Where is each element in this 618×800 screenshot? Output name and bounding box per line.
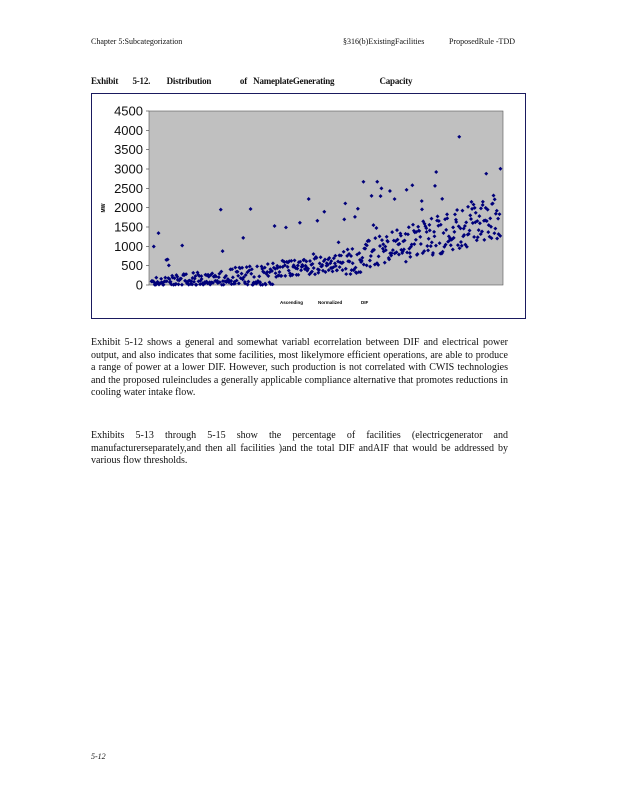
paragraph-1: Exhibit 5-12 shows a general and somewhat variabl ecorrelation between DIF and electrical power output, and also indicates that some facilities, most likelymore efficient operations, are able to produce a range of power at a lower DIF. However, such production is not correlated with CWIS technologies and the proposed ruleincludes a generally applicable compliance alternative that promotes reductions in cooling water intake flow. [91, 337, 508, 399]
y-tick-label: 4500 [114, 103, 143, 119]
y-tick-label: 1000 [114, 238, 143, 254]
page-number: 5-12 [91, 752, 106, 761]
y-tick-label: 2500 [114, 180, 143, 196]
x-axis-label-3: DIF [361, 300, 369, 305]
y-axis-label: MW [101, 203, 107, 213]
header-chapter: Chapter 5:Subcategorization [91, 37, 183, 46]
x-axis-label-2: Normalized [318, 300, 343, 305]
y-tick-label: 2000 [114, 200, 143, 216]
header-section: §316(b)ExistingFacilities [343, 37, 425, 46]
y-tick-label: 500 [121, 258, 143, 274]
y-tick-label: 0 [135, 277, 143, 293]
header-doc: ProposedRule -TDD [449, 37, 515, 46]
x-axis-label-1: Ascending [280, 300, 304, 305]
y-tick-label: 3000 [114, 161, 143, 177]
y-tick-label: 4000 [114, 122, 143, 138]
exhibit-title: Exhibit 5-12. Distribution of NameplateGenerating Capacity [91, 76, 413, 86]
y-tick-label: 3500 [114, 142, 143, 158]
paragraph-2: Exhibits 5-13 through 5-15 show the percentage of facilities (electricgenerator and manufacturerseparately,and then all facilities )and the total DIF andAIF that would be addressed by various flow thresholds. [91, 430, 508, 467]
scatter-chart [91, 93, 526, 319]
y-tick-label: 1500 [114, 219, 143, 235]
chart-svg [92, 94, 525, 318]
